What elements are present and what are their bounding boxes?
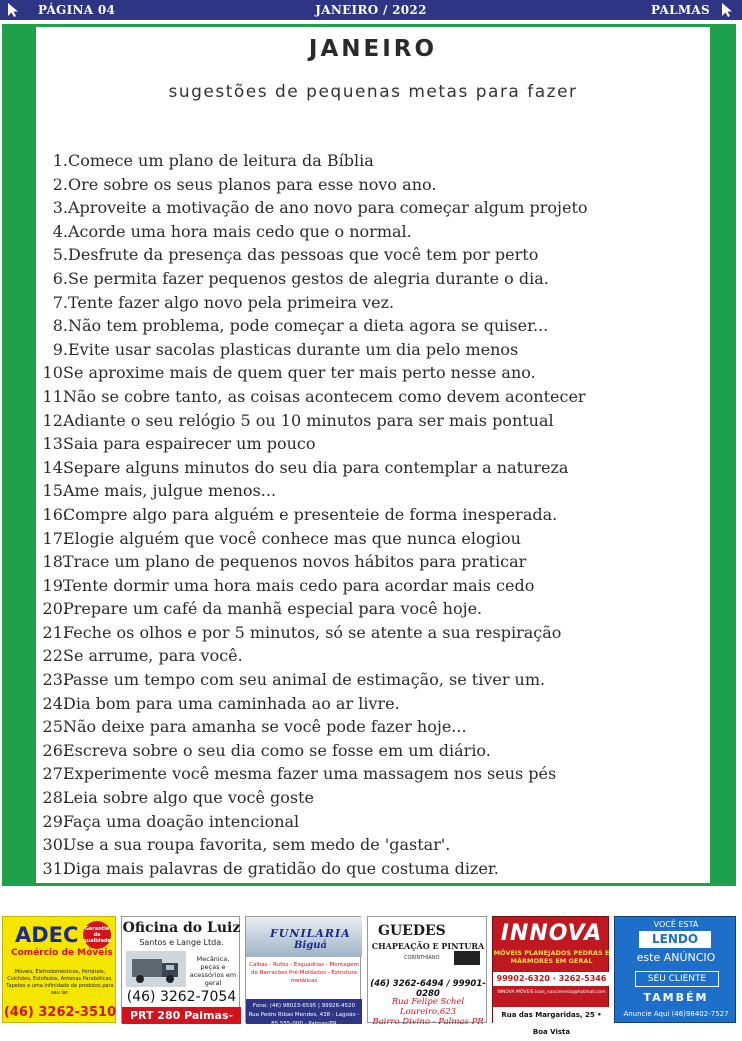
ad-phone: 99902-6320 · 3262-5346 xyxy=(493,972,610,986)
goal-item xyxy=(36,833,710,857)
page-header xyxy=(0,0,742,20)
goal-item xyxy=(36,196,710,220)
ad-anuncie-aqui[interactable] xyxy=(614,916,736,1023)
ad-address-line: Bairro Divino - Palmas PR xyxy=(372,1017,484,1027)
goal-number: 6. xyxy=(52,268,68,288)
goal-text: Trace um plano de pequenos novos hábitos para praticar xyxy=(63,552,527,572)
goal-number: 17. xyxy=(42,528,68,548)
ad-subtitle: CHAPEAÇÃO E PINTURA xyxy=(371,941,485,951)
goal-item xyxy=(36,149,710,173)
ad-description: Móveis, Eletrodomésticos, Portáteis, Colchões, Estofados, Antenas Parabólicas, Tapetes e uma infinidade de produtos para seu lar. xyxy=(6,969,114,996)
goal-item xyxy=(36,621,710,645)
edition-date: JANEIRO / 2022 xyxy=(315,3,427,17)
ad-brand: ADEC xyxy=(15,923,79,947)
goal-number: 16. xyxy=(42,504,68,524)
goal-item xyxy=(36,715,710,739)
quality-seal-icon: Garantia de qualidade xyxy=(83,921,111,949)
goal-text: Não se cobre tanto, as coisas acontecem como devem acontecer xyxy=(63,386,586,406)
goal-number: 7. xyxy=(52,292,68,312)
ad-services: Calhas - Rufos - Esquadrias - Montagem de Barracões Pré-Moldados - Estrutura metálicas xyxy=(249,962,359,984)
goal-text: Faça uma doação intencional xyxy=(63,811,300,831)
cursor-arrow-icon xyxy=(720,2,736,18)
goal-text: Experimente você mesma fazer uma massagem nos seus pés xyxy=(63,764,557,784)
goal-text: Separe alguns minutos do seu dia para contemplar a natureza xyxy=(63,457,569,477)
goal-number: 26. xyxy=(42,740,68,760)
goal-item xyxy=(36,668,710,692)
goal-item xyxy=(36,739,710,763)
goal-text: Compre algo para alguém e presenteie de forma inesperada. xyxy=(63,504,558,524)
goal-number: 1. xyxy=(52,151,68,170)
goal-item xyxy=(36,409,710,433)
goal-number: 14. xyxy=(42,457,68,477)
goal-number: 25. xyxy=(42,717,68,737)
goal-item xyxy=(36,291,710,315)
goal-text: Comece um plano de leitura da Bíblia xyxy=(68,151,374,170)
goal-number: 10. xyxy=(42,363,68,383)
goal-text: Escreva sobre o seu dia como se fosse em um diário. xyxy=(63,740,491,760)
goal-text: Dia bom para uma caminhada ao ar livre. xyxy=(63,693,400,713)
goal-number: 12. xyxy=(42,410,68,430)
goal-text: Não deixe para amanha se você pode fazer hoje... xyxy=(63,717,467,737)
ad-address-line: Rua Felipe Schel Loureiro,623 xyxy=(391,997,465,1017)
content-panel xyxy=(36,27,710,883)
goal-item xyxy=(36,243,710,267)
city-name: PALMAS xyxy=(651,3,710,17)
goal-item xyxy=(36,338,710,362)
ad-highlight-box: SEU CLIENTE xyxy=(635,971,719,987)
ad-highlight: LENDO xyxy=(639,931,711,948)
page-subtitle: sugestões de pequenas metas para fazer xyxy=(168,82,578,102)
goal-number: 27. xyxy=(42,764,68,784)
goal-text: Acorde uma hora mais cedo que o normal. xyxy=(68,221,412,241)
ad-address: Rua das Margaridas, 25 • Boa Vista xyxy=(493,1007,610,1024)
goal-number: 28. xyxy=(42,788,68,808)
goal-number: 19. xyxy=(42,575,68,595)
goal-item xyxy=(36,267,710,291)
ad-address: Rua Pedro Ribas Mendes, 438 - Lagoão - 85.555-000 - Palmas/PR xyxy=(248,1012,360,1027)
goal-number: 9. xyxy=(52,339,68,359)
goal-text: Prepare um café da manhã especial para você hoje. xyxy=(63,599,483,619)
goal-text: Feche os olhos e por 5 minutos, só se atente a sua respiração xyxy=(63,622,562,642)
ad-contact: Anuncie Aqui (46)98402-7527 xyxy=(623,1010,729,1018)
goal-number: 15. xyxy=(42,481,68,501)
ad-phone: Fone: (46) 98023-6595 | 99926-4520 xyxy=(252,1003,356,1009)
goal-text: Use a sua roupa favorita, sem medo de 'gastar'. xyxy=(63,835,451,855)
goal-number: 20. xyxy=(42,599,68,619)
goal-text: Passe um tempo com seu animal de estimação, se tiver um. xyxy=(63,670,546,690)
goal-list xyxy=(36,149,710,880)
goal-item xyxy=(36,786,710,810)
goal-number: 3. xyxy=(52,198,68,218)
goal-text: Ore sobre os seus planos para esse novo ano. xyxy=(68,174,437,194)
ad-address: PRT 280 Palmas-PR xyxy=(122,1007,241,1024)
ad-oficina-do-luiz[interactable] xyxy=(121,916,241,1039)
goal-text: Diga mais palavras de gratidão do que costuma dizer. xyxy=(63,858,499,878)
car-icon xyxy=(454,951,480,965)
ad-social: INNOVA MÓVEIS loan_nascimento@hotmail.com xyxy=(497,990,606,995)
goal-item xyxy=(36,220,710,244)
goal-item xyxy=(36,762,710,786)
ad-brand: INNOVA xyxy=(500,921,603,946)
goal-text: Ame mais, julgue menos... xyxy=(63,481,277,501)
goal-number: 11. xyxy=(42,386,68,406)
goal-number: 29. xyxy=(42,811,68,831)
goal-item xyxy=(36,432,710,456)
goal-number: 23. xyxy=(42,670,68,690)
page-number: PÁGINA 04 xyxy=(38,3,116,17)
goal-text: Elogie alguém que você conhece mas que nunca elogiou xyxy=(63,528,521,548)
goal-number: 13. xyxy=(42,434,68,454)
goal-text: Se arrume, para você. xyxy=(63,646,243,666)
goal-item xyxy=(36,810,710,834)
goal-number: 18. xyxy=(42,552,68,572)
ad-brand-secondary: Biguá xyxy=(294,940,327,951)
goal-number: 5. xyxy=(52,245,68,265)
ad-brand: FUNILARIA xyxy=(270,927,351,940)
ad-adec[interactable] xyxy=(2,916,116,1023)
goal-text: Tente fazer algo novo pela primeira vez. xyxy=(68,292,395,312)
ad-place: CORINTHIANO xyxy=(404,955,440,961)
goal-number: 4. xyxy=(52,221,68,241)
goal-item xyxy=(36,503,710,527)
ad-line: TAMBÉM xyxy=(643,991,709,1004)
ad-brand: Oficina do Luiz xyxy=(122,920,241,936)
goal-item xyxy=(36,574,710,598)
goal-text: Saia para espairecer um pouco xyxy=(63,434,316,454)
goal-text: Se aproxime mais de quem quer ter mais perto nesse ano. xyxy=(63,363,536,383)
goal-item xyxy=(36,479,710,503)
page-title: JANEIRO xyxy=(308,36,438,62)
goal-number: 24. xyxy=(42,693,68,713)
green-frame xyxy=(2,24,736,886)
goal-number: 2. xyxy=(52,174,68,194)
goal-number: 22. xyxy=(42,646,68,666)
goal-item xyxy=(36,173,710,197)
goal-item xyxy=(36,361,710,385)
goal-text: Aproveite a motivação de ano novo para começar algum projeto xyxy=(68,198,588,218)
goal-item xyxy=(36,385,710,409)
goal-item xyxy=(36,857,710,881)
ad-brand: GUEDES xyxy=(378,923,446,939)
goal-item xyxy=(36,314,710,338)
ad-line: este ANÚNCIO xyxy=(636,951,716,964)
ad-subtitle: MÓVEIS PLANEJADOS PEDRAS E MÁRMORES EM GERAL xyxy=(493,949,610,965)
goal-item xyxy=(36,456,710,480)
ad-phone: (46) 3262-7054 xyxy=(126,989,237,1005)
truck-icon xyxy=(126,951,186,987)
goal-item xyxy=(36,550,710,574)
goal-text: Evite usar sacolas plasticas durante um dia pelo menos xyxy=(68,339,519,359)
ad-owners: Santos e Lange Ltda. xyxy=(139,938,224,947)
goal-text: Não tem problema, pode começar a dieta agora se quiser... xyxy=(68,316,549,336)
goal-number: 31. xyxy=(42,858,68,878)
goal-text: Se permita fazer pequenos gestos de alegria durante o dia. xyxy=(68,268,549,288)
goal-text: Desfrute da presença das pessoas que você tem por perto xyxy=(68,245,539,265)
ad-tagline: Comércio de Móveis xyxy=(11,948,113,958)
goal-text: Adiante o seu relógio 5 ou 10 minutos para ser mais pontual xyxy=(63,410,554,430)
goal-text: Tente dormir uma hora mais cedo para acordar mais cedo xyxy=(63,575,535,595)
ad-innova[interactable] xyxy=(492,916,610,1036)
ad-funilaria-bigua[interactable] xyxy=(245,916,361,1027)
goal-number: 21. xyxy=(42,622,68,642)
goal-item xyxy=(36,597,710,621)
goal-text: Leia sobre algo que você goste xyxy=(63,788,315,808)
ad-footer xyxy=(246,999,362,1027)
goal-item xyxy=(36,644,710,668)
goal-number: 30. xyxy=(42,835,68,855)
ad-phone: (46) 3262-6494 / 99901-0280 xyxy=(370,979,486,999)
goal-item xyxy=(36,692,710,716)
ad-line: VOCÊ ESTÁ xyxy=(653,920,699,929)
goal-item xyxy=(36,527,710,551)
goal-number: 8. xyxy=(52,316,68,336)
ad-phone: (46) 3262-3510 xyxy=(3,1005,117,1020)
ad-address xyxy=(368,997,488,1027)
ad-services: Mecânica, peças e acessórios em geral xyxy=(189,955,237,987)
ad-guedes[interactable] xyxy=(367,916,487,1027)
